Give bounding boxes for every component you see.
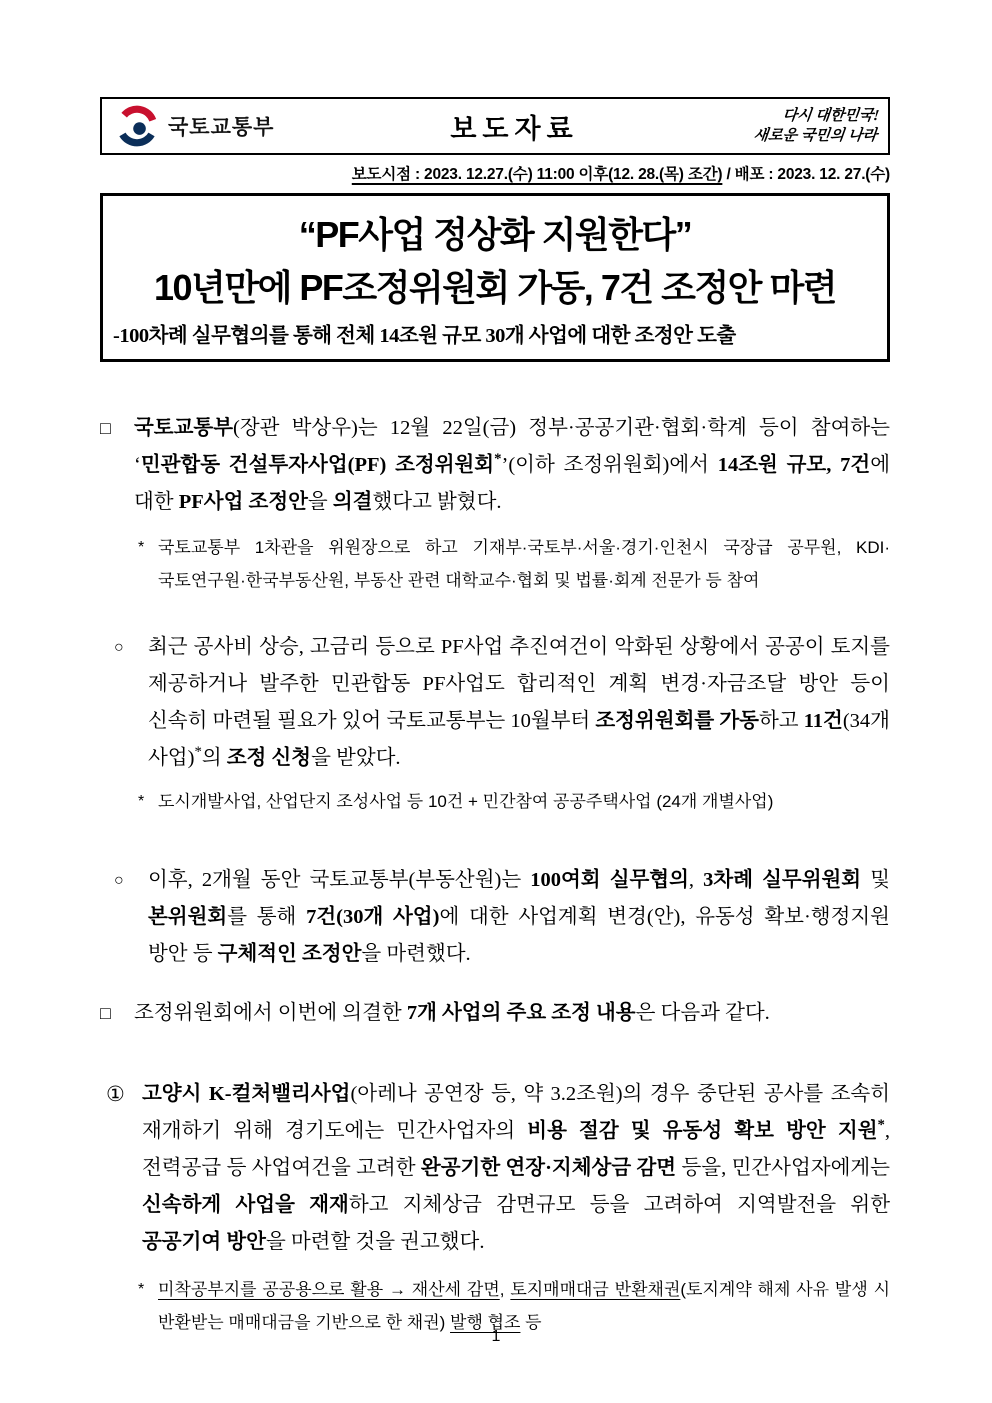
paragraph-text: 최근 공사비 상승, 고금리 등으로 PF사업 추진여건이 악화된 상황에서 공공이 토지를 제공하거나 발주한 민관합동 PF사업도 합리적인 계획 변경·자금조달 방안 등이 신속히 마련될 필요가 있어 국토교통부는 10월부터 조정위원회를 가동하고 11건(34개 사업)*의 조정 신청을 받았다. — [148, 636, 890, 770]
asterisk-marker: * — [138, 1281, 145, 1299]
footnote-text: 도시개발사업, 산업단지 조성사업 등 10건 + 민간참여 공공주택사업 (24개 개별사업) — [158, 792, 774, 812]
paragraph-text: 국토교통부(장관 박상우)는 12월 22일(금) 정부·공공기관·협회·학계 등이 참여하는 ‘민관합동 건설투자사업(PF) 조정위원회*’(이하 조정위원회)에서 14조원 규모, 7건에 대한 PF사업 조정안을 의결했다고 밝혔다. — [134, 417, 890, 514]
government-emblem-icon — [116, 105, 158, 147]
paragraph-4 — [100, 995, 890, 1032]
government-slogan — [676, 106, 880, 147]
page-number: 1 — [491, 1328, 501, 1345]
paragraph-1 — [100, 410, 890, 521]
header-box — [100, 97, 890, 155]
square-bullet-marker: □ — [100, 418, 111, 439]
slogan-line2: 새로운 국민의 나라 — [752, 128, 878, 144]
distribution-date: / 배포 : 2023. 12. 27.(수) — [722, 166, 890, 183]
asterisk-marker: * — [138, 793, 145, 811]
paragraph-5 — [100, 1076, 890, 1261]
footnote-text: 미착공부지를 공공용으로 활용 → 재산세 감면, 토지매매대금 반환채권(토지계약 해제 사유 발생 시 반환받는 매매대금을 기반으로 한 채권) 발행 협조 등 — [158, 1280, 890, 1333]
square-bullet-marker: □ — [100, 1003, 111, 1024]
slogan-line1: 다시 대한민국! — [781, 107, 880, 124]
paragraph-2 — [100, 629, 890, 777]
headline-line2: 10년만에 PF조정위원회 가동, 7건 조정안 마련 — [154, 267, 836, 309]
paragraph-text: 고양시 K-컬처밸리사업(아레나 공연장 등, 약 3.2조원)의 경우 중단된 공사를 조속히 재개하기 위해 경기도에는 민간사업자의 비용 절감 및 유동성 확보 방안 지원*, 전력공급 등 사업여건을 고려한 완공기한 연장·지체상금 감면 등을, 민간사업자에게는 신속하게 사업을 재재하고 지체상금 감면규모 등을 고려하여 지역발전을 위한 공공기여 방안을 마련할 것을 권고했다. — [142, 1083, 891, 1254]
ministry-logo — [116, 105, 351, 147]
footnote-text: 국토교통부 1차관을 위원장으로 하고 기재부·국토부·서울·경기·인천시 국장급 공무원, KDI·국토연구원·한국부동산원, 부동산 관련 대학교수·협회 및 법률·회계 전문가 등 참여 — [158, 538, 890, 591]
ministry-name: 국토교통부 — [168, 116, 275, 139]
release-timing: 보도시점 : 2023. 12.27.(수) 11:00 이후(12. 28.(목) 조간) — [351, 166, 723, 183]
circle-bullet-marker: ○ — [114, 872, 124, 890]
asterisk-marker: * — [138, 539, 145, 557]
circle-bullet-marker: ○ — [114, 639, 124, 657]
release-info-line — [100, 162, 890, 184]
paragraph-text: 조정위원회에서 이번에 의결한 7개 사업의 주요 조정 내용은 다음과 같다. — [134, 1002, 770, 1025]
footnote-2 — [100, 785, 890, 818]
headline-subtitle: -100차례 실무협의를 통해 전체 14조원 규모 30개 사업에 대한 조정안 도출 — [113, 324, 736, 347]
body-content — [100, 410, 890, 1339]
paragraph-3 — [100, 862, 890, 973]
headline-line1: “PF사업 정상화 지원한다” — [298, 214, 692, 255]
circled-number-1-marker: ① — [106, 1082, 125, 1107]
title-box — [100, 193, 890, 362]
paragraph-text: 이후, 2개월 동안 국토교통부(부동산원)는 100여회 실무협의, 3차례 실무위원회 및 본위원회를 통해 7건(30개 사업)에 대한 사업계획 변경(안), 유동성 확보·행정지원 방안 등 구체적인 조정안을 마련했다. — [148, 869, 891, 966]
doc-type-title: 보도자료 — [450, 113, 579, 144]
footnote-1 — [100, 531, 890, 597]
